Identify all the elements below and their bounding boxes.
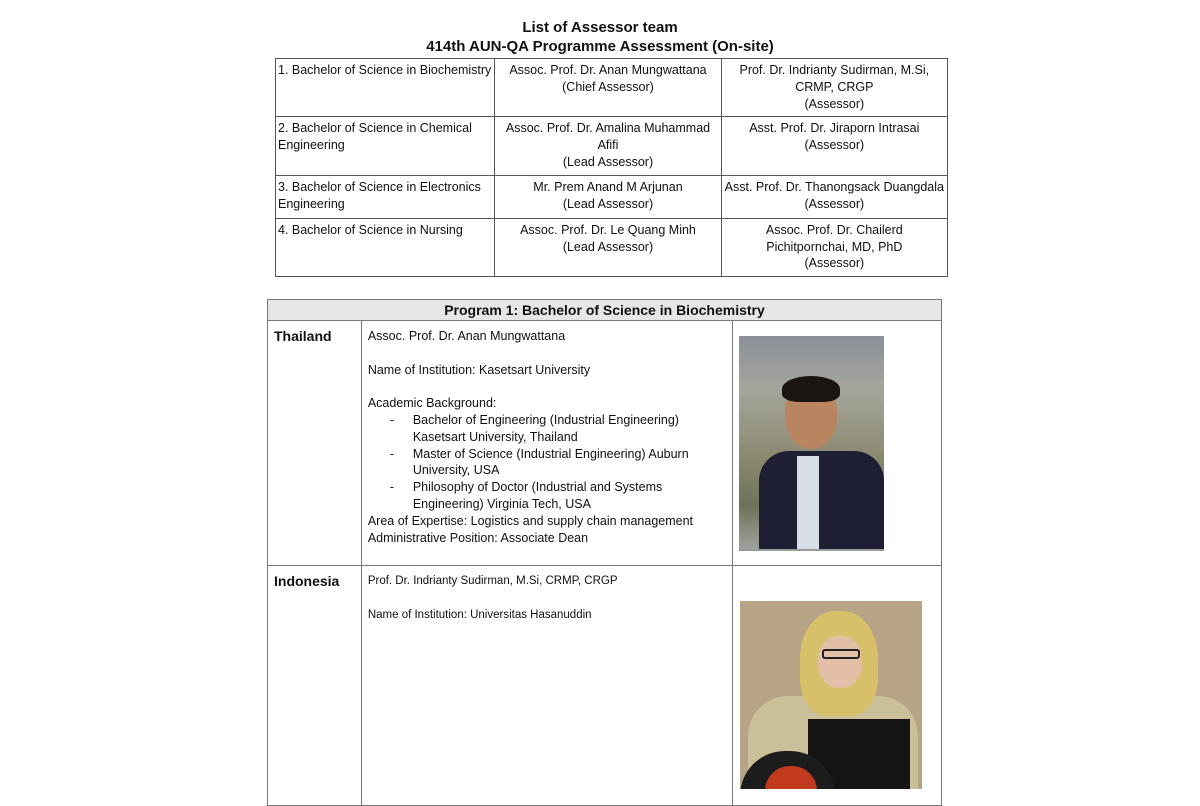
- photo-cell: [733, 566, 942, 806]
- country-label: Indonesia: [268, 566, 362, 806]
- institution: Name of Institution: Universitas Hasanuddin: [367, 608, 592, 621]
- country-label: Thailand: [268, 321, 362, 566]
- assessor-info: [361, 321, 732, 566]
- document-title: List of Assessor team: [522, 19, 678, 36]
- background-item: - Bachelor of Engineering (Industrial Engineering) Kasetsart University, Thailand: [389, 412, 679, 444]
- cell-line: (Assessor): [804, 138, 865, 153]
- cell-line: Assoc. Prof. Dr. Le Quang Minh: [520, 222, 696, 237]
- lead-assessor-cell: [495, 117, 721, 175]
- cell-line: Asst. Prof. Dr. Thanongsack Duangdala: [724, 179, 944, 194]
- assessor-name: Assoc. Prof. Dr. Anan Mungwattana: [367, 329, 566, 343]
- program-header: Program 1: Bachelor of Science in Biochemistry: [268, 300, 942, 321]
- assessor-info: [361, 566, 732, 806]
- assessor-cell: [721, 117, 947, 175]
- programme-cell: 2. Bachelor of Science in Chemical Engineering: [276, 117, 495, 175]
- cell-line: Assoc. Prof. Dr. Chailerd: [765, 222, 903, 237]
- programme-cell: 3. Bachelor of Science in Electronics Engineering: [276, 175, 495, 218]
- background-label: Academic Background:: [367, 396, 497, 411]
- table-row: [276, 117, 948, 175]
- cell-line: CRMP, CRGP: [795, 79, 874, 94]
- programme-cell: 4. Bachelor of Science in Nursing: [276, 218, 495, 276]
- cell-line: (Assessor): [804, 96, 865, 111]
- cell-line: Assoc. Prof. Dr. Amalina Muhammad: [505, 121, 711, 136]
- cell-line: (Lead Assessor): [562, 239, 654, 254]
- cell-line: (Lead Assessor): [562, 154, 654, 169]
- background-item: - Master of Science (Industrial Engineering) Auburn University, USA: [389, 446, 689, 478]
- assessor-row-indonesia: [268, 566, 942, 806]
- cell-line: (Chief Assessor): [562, 79, 654, 94]
- photo-cell: [733, 321, 942, 566]
- background-item: - Philosophy of Doctor (Industrial and Systems Engineering) Virginia Tech, USA: [389, 480, 663, 511]
- cell-line: Assoc. Prof. Dr. Anan Mungwattana: [509, 63, 707, 77]
- background-list: [368, 412, 726, 513]
- lead-assessor-cell: [495, 59, 721, 117]
- cell-line: Prof. Dr. Indrianty Sudirman, M.Si,: [739, 63, 930, 77]
- assessor-summary-table: [275, 58, 948, 277]
- assessor-cell: [721, 175, 947, 218]
- table-row: [276, 59, 948, 117]
- assessor-cell: [721, 218, 947, 276]
- lead-assessor-cell: [495, 175, 721, 218]
- cell-line: (Assessor): [804, 196, 865, 211]
- table-row: [276, 218, 948, 276]
- area-of-expertise: Area of Expertise: Logistics and supply chain management: [367, 513, 694, 528]
- administrative-position: Administrative Position: Associate Dean: [367, 530, 589, 545]
- assessor-row-thailand: [268, 321, 942, 566]
- cell-line: Pichitpornchai, MD, PhD: [766, 239, 903, 254]
- programme-cell: 1. Bachelor of Science in Biochemistry: [276, 59, 495, 117]
- assessor-cell: [721, 59, 947, 117]
- cell-line: Asst. Prof. Dr. Jiraporn Intrasai: [749, 121, 920, 136]
- table-row: [276, 175, 948, 218]
- lead-assessor-cell: [495, 218, 721, 276]
- document-subtitle: 414th AUN-QA Programme Assessment (On-site): [426, 38, 774, 55]
- assessor-name: Prof. Dr. Indrianty Sudirman, M.Si, CRMP, CRGP: [367, 575, 618, 587]
- cell-line: (Lead Assessor): [562, 196, 654, 211]
- institution: Name of Institution: Kasetsart University: [367, 362, 591, 377]
- cell-line: Mr. Prem Anand M Arjunan: [533, 179, 683, 194]
- cell-line: (Assessor): [804, 256, 865, 271]
- cell-line: Afifi: [597, 138, 619, 153]
- program-1-table: [267, 299, 942, 806]
- portrait-photo-woman: [740, 601, 922, 789]
- portrait-photo-man: [739, 336, 884, 551]
